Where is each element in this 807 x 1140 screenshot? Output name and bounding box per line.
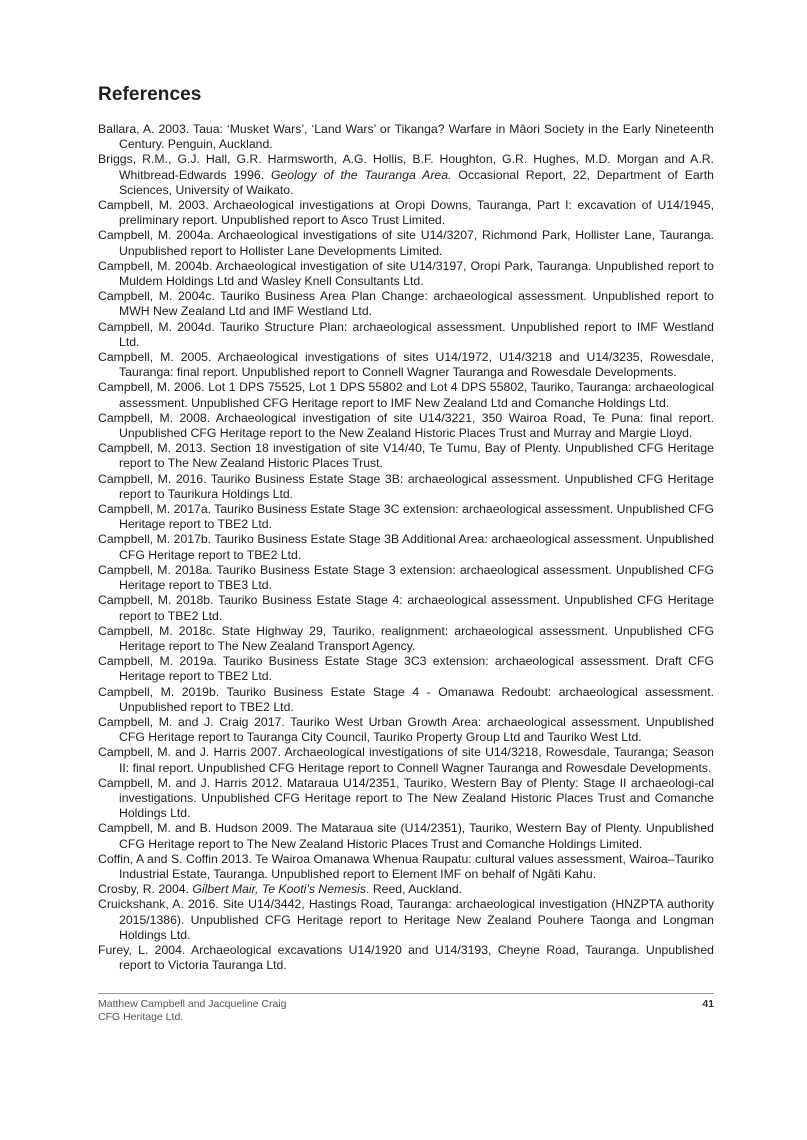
reference-text: Campbell, M. and J. Harris 2012. Mataraua U14/2351, Tauriko, Western Bay of Plenty: Stage II archaeologi-cal investigations. Unpublished CFG Heritage report to The New Zealand Historic Places Trust and Comanche Holdings Ltd.	[98, 775, 714, 821]
reference-entry	[98, 821, 714, 851]
reference-text: Campbell, M. 2008. Archaeological investigation of site U14/3221, 350 Wairoa Road, Te Puna: final report. Unpublished CFG Heritage report to the New Zealand Historic Places Trust and Murray and Margie Lloyd.	[98, 410, 714, 441]
reference-entry	[98, 259, 714, 289]
footer-organisation: CFG Heritage Ltd.	[98, 1011, 184, 1023]
reference-entry	[98, 715, 714, 745]
reference-entry	[98, 685, 714, 715]
reference-entry	[98, 122, 714, 152]
reference-text: Campbell, M. 2004b. Archaeological investigation of site U14/3197, Oropi Park, Tauranga. Unpublished report to Muldem Holdings Ltd and Wasley Knell Consultants Ltd.	[98, 258, 714, 289]
reference-text: Campbell, M. and B. Hudson 2009. The Mataraua site (U14/2351), Tauriko, Western Bay of Plenty. Unpublished CFG Heritage report to The New Zealand Historic Places Trust and Comanche Holdings Limited.	[98, 821, 714, 851]
reference-entry	[98, 289, 714, 319]
reference-text: Campbell, M. 2019b. Tauriko Business Estate Stage 4 - Omanawa Redoubt: archaeological assessment. Unpublished report to TBE2 Ltd.	[98, 684, 714, 714]
reference-text: Ballara, A. 2003. Taua: ‘Musket Wars’, ‘Land Wars’ or Tikanga? Warfare in Māori Society in the Early Nineteenth Century. Penguin, Auckland.	[98, 122, 714, 152]
reference-text: Campbell, M. 2004d. Tauriko Structure Plan: archaeological assessment. Unpublished report to IMF Westland Ltd.	[98, 319, 714, 349]
reference-entry	[98, 776, 714, 822]
reference-title-italic: Gilbert Mair, Te Kooti’s Nemesis	[192, 882, 367, 897]
reference-text: Furey, L. 2004. Archaeological excavations U14/1920 and U14/3193, Cheyne Road, Tauranga. Unpublished report to Victoria Tauranga Ltd.	[98, 942, 714, 973]
reference-entry	[98, 320, 714, 350]
reference-entry	[98, 472, 714, 502]
reference-text: Campbell, M. 2004c. Tauriko Business Area Plan Change: archaeological assessment. Unpublished report to MWH New Zealand Ltd and IMF Westland Ltd.	[98, 289, 714, 319]
footer-divider	[98, 993, 714, 994]
reference-entry	[98, 411, 714, 441]
reference-entry	[98, 350, 714, 380]
page-number: 41	[702, 998, 714, 1010]
page-heading: References	[98, 84, 202, 105]
reference-text: Campbell, M. 2018b. Tauriko Business Estate Stage 4: archaeological assessment. Unpublished CFG Heritage report to TBE2 Ltd.	[98, 593, 714, 623]
reference-text: Campbell, M. 2005. Archaeological investigations of sites U14/1972, U14/3218 and U14/3235, Rowesdale, Tauranga: final report. Unpublished report to Connell Wagner Tauranga and Rowesdale Developments.	[98, 350, 714, 380]
reference-text: Campbell, M. 2018c. State Highway 29, Tauriko, realignment: archaeological assessment. Unpublished CFG Heritage report to The New Zealand Transport Agency.	[98, 623, 714, 653]
reference-entry	[98, 745, 714, 775]
reference-entry	[98, 593, 714, 623]
reference-text: Coffin, A and S. Coffin 2013. Te Wairoa Omanawa Whenua Raupatu: cultural values assessment, Wairoa–Tauriko Industrial Estate, Tauranga. Unpublished report to Element IMF on behalf of Ngāti Kahu.	[98, 851, 714, 881]
reference-entry	[98, 228, 714, 258]
reference-entry	[98, 897, 714, 943]
reference-entry	[98, 532, 714, 562]
reference-text: Campbell, M. and J. Craig 2017. Tauriko West Urban Growth Area: archaeological assessment. Unpublished CFG Heritage report to Tauranga City Council, Tauriko Property Group Ltd and Tauriko West Ltd.	[98, 714, 714, 745]
reference-text: Campbell, M. 2004a. Archaeological investigations of site U14/3207, Richmond Park, Hollister Lane, Tauranga. Unpublished report to Hollister Lane Developments Limited.	[98, 228, 714, 258]
reference-text: Briggs, R.M., G.J. Hall, G.R. Harmsworth, A.G. Hollis, B.F. Houghton, G.R. Hughes, M.D. Morgan and A.R. Whitbread-Edwards 1996.	[98, 152, 714, 182]
reference-entry	[98, 502, 714, 532]
reference-entry	[98, 943, 714, 973]
reference-text-continued: . Reed, Auckland.	[366, 882, 463, 897]
reference-entry	[98, 882, 714, 897]
reference-entry	[98, 563, 714, 593]
reference-text: Campbell, M. 2006. Lot 1 DPS 75525, Lot 1 DPS 55802 and Lot 4 DPS 55802, Tauriko, Tauranga: archaeological assessment. Unpublished CFG Heritage report to IMF New Zealand Ltd and Comanche Holdings Ltd.	[98, 380, 714, 410]
reference-entry	[98, 441, 714, 471]
reference-text: Campbell, M. 2017a. Tauriko Business Estate Stage 3C extension: archaeological assessment. Unpublished CFG Heritage report to TBE2 Ltd.	[98, 502, 715, 532]
reference-text: Campbell, M. 2003. Archaeological investigations at Oropi Downs, Tauranga, Part I: excavation of U14/1945, preliminary report. Unpublished report to Asco Trust Limited.	[98, 198, 714, 228]
reference-title-italic: Geology of the Tauranga Area.	[270, 167, 452, 182]
footer-authors: Matthew Campbell and Jacqueline Craig	[98, 998, 287, 1010]
reference-entry	[98, 198, 714, 228]
reference-text: Campbell, M. 2013. Section 18 investigation of site V14/40, Te Tumu, Bay of Plenty. Unpublished CFG Heritage report to The New Zealand Historic Places Trust.	[98, 441, 714, 471]
reference-text: Campbell, M. 2018a. Tauriko Business Estate Stage 3 extension: archaeological assessment. Unpublished CFG Heritage report to TBE3 Ltd.	[98, 562, 714, 593]
footer-credits	[98, 998, 287, 1024]
reference-text: Cruickshank, A. 2016. Site U14/3442, Hastings Road, Tauranga: archaeological investigation (HNZPTA authority 2015/1386). Unpublished CFG Heritage report to Heritage New Zealand Pouhere Taonga and Longman Holdings Ltd.	[98, 897, 714, 942]
reference-list	[98, 122, 714, 973]
reference-text: Campbell, M. 2017b. Tauriko Business Estate Stage 3B Additional Area: archaeological assessment. Unpublished CFG Heritage report to TBE2 Ltd.	[98, 532, 714, 562]
reference-text: Campbell, M. 2016. Tauriko Business Estate Stage 3B: archaeological assessment. Unpublished CFG Heritage report to Taurikura Holdings Ltd.	[98, 471, 714, 501]
reference-entry	[98, 654, 714, 684]
reference-text-continued: Occasional Report, 22, Department of Earth Sciences, University of Waikato.	[119, 167, 714, 197]
reference-text: Campbell, M. and J. Harris 2007. Archaeological investigations of site U14/3218, Rowesdale, Tauranga; Season II: final report. Unpublished CFG Heritage report to Connell Wagner Tauranga and Rowesdale Developments.	[98, 745, 714, 775]
reference-entry	[98, 380, 714, 410]
reference-text: Campbell, M. 2019a. Tauriko Business Estate Stage 3C3 extension: archaeological assessment. Draft CFG Heritage report to TBE2 Ltd.	[98, 654, 714, 684]
reference-text: Crosby, R. 2004.	[98, 882, 193, 897]
reference-entry	[98, 624, 714, 654]
reference-entry	[98, 852, 714, 882]
reference-entry	[98, 152, 714, 198]
